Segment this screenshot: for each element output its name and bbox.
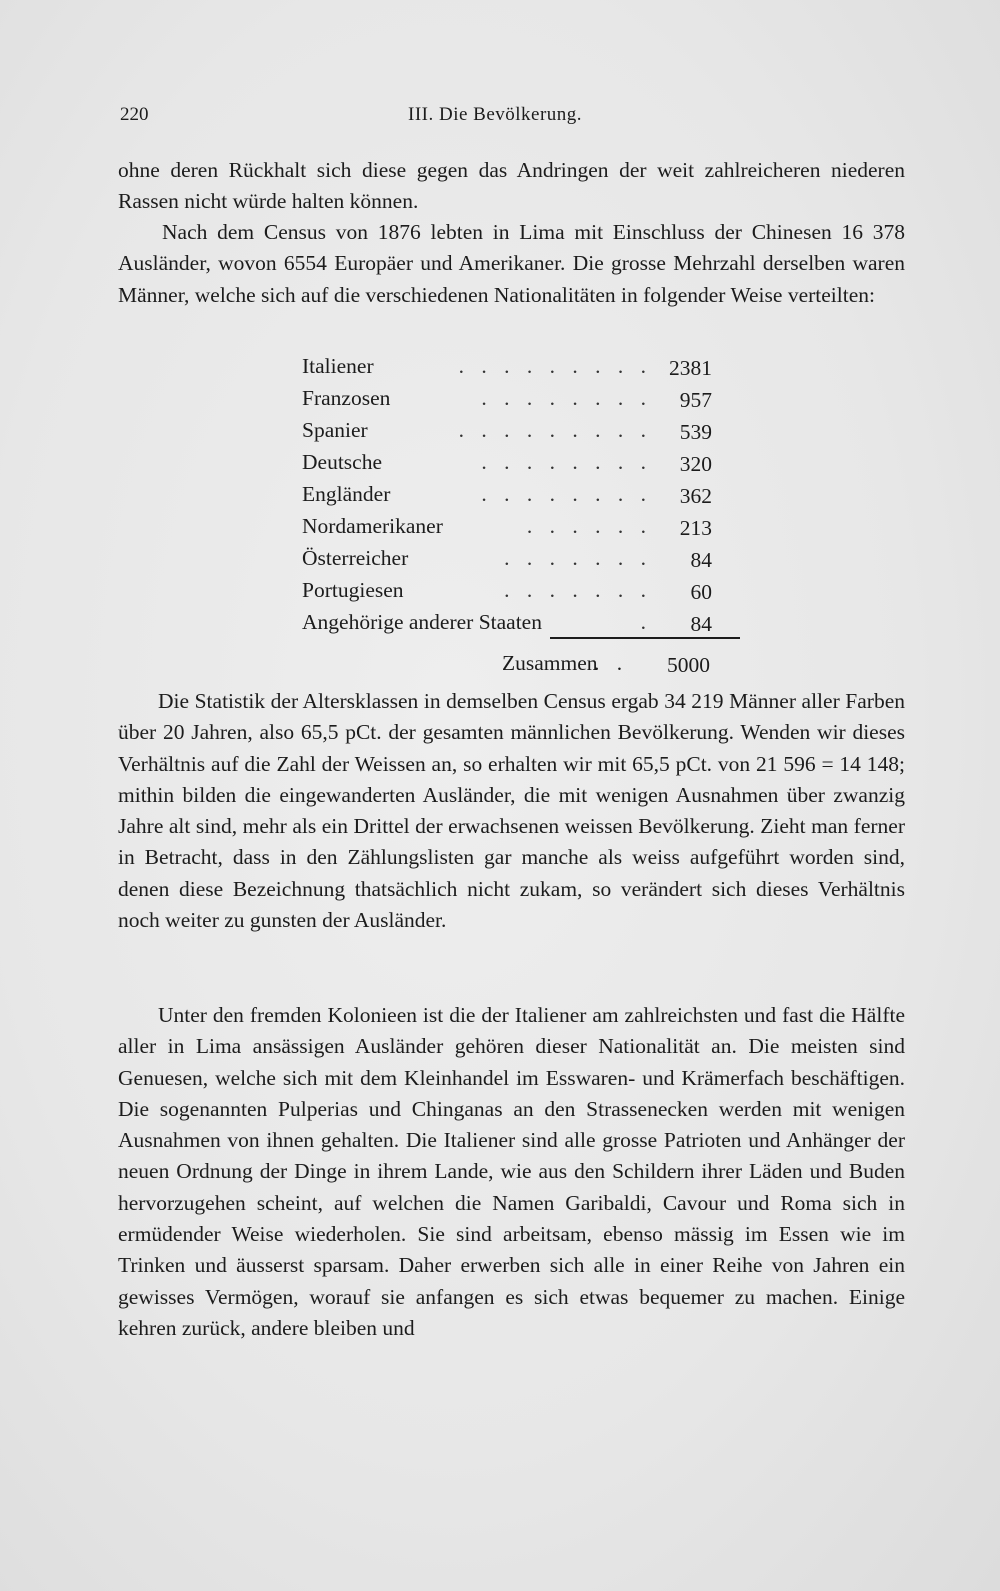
nationality-table bbox=[302, 350, 742, 677]
table-row bbox=[302, 382, 742, 414]
table-row bbox=[302, 542, 742, 574]
table-row bbox=[302, 574, 742, 606]
paragraph-3 bbox=[118, 686, 905, 936]
paragraph-1 bbox=[118, 155, 905, 218]
leader-dots: . . . . . . . . . bbox=[458, 418, 652, 442]
leader-dots: . . . . . . . . bbox=[481, 450, 652, 474]
table-row bbox=[302, 478, 742, 510]
page-header bbox=[118, 104, 918, 132]
paragraph-text: Die Statistik der Altersklassen in demselben Census ergab 34 219 Männer aller Farben über 20 Jahren, also 65,5 pCt. der gesamten männlichen Bevölkerung. Wenden wir dieses Verhältnis auf die Zahl der Weissen an, so erhalten wir mit 65,5 pCt. von 21 596 = 14 148; mithin bilden die eingewanderten Ausländer, die mit wenigen Ausnahmen über zwanzig Jahre alt sind, mehr als ein Drittel der erwachsenen weissen Bevölkerung. Zieht man ferner in Betracht, dass in den Zählungslisten gar manche als weiss aufgeführt worden sind, denen diese Bezeichnung thatsächlich nicht zukam, so verändert sich dieses Verhältnis noch weiter zu gunsten der Ausländer. bbox=[118, 689, 905, 933]
leader-dots: . . bbox=[594, 651, 629, 675]
nationality-count: 539 bbox=[679, 420, 712, 444]
table-row bbox=[302, 606, 742, 638]
table-row bbox=[302, 510, 742, 542]
page-number: 220 bbox=[120, 104, 149, 125]
nationality-name: Engländer bbox=[302, 482, 391, 506]
table-row bbox=[302, 350, 742, 382]
sum-rule bbox=[550, 637, 740, 639]
leader-dots: . . . . . . . . bbox=[481, 482, 652, 506]
paragraph-2 bbox=[118, 217, 905, 311]
total-count: 5000 bbox=[667, 653, 710, 677]
paragraph-text: ohne deren Rückhalt sich diese gegen das Andringen der weit zahlreicheren niederen Rassen nicht würde halten können. bbox=[118, 158, 905, 214]
leader-dots: . . . . . . . . . bbox=[458, 354, 652, 378]
nationality-count: 957 bbox=[679, 388, 712, 412]
nationality-name: Portugiesen bbox=[302, 578, 404, 602]
running-head: III. Die Bevölkerung. bbox=[408, 104, 583, 125]
nationality-count: 84 bbox=[690, 548, 712, 572]
nationality-name: Spanier bbox=[302, 418, 368, 442]
nationality-name: Italiener bbox=[302, 354, 374, 378]
nationality-name: Nordamerikaner bbox=[302, 514, 443, 538]
paragraph-text: Nach dem Census von 1876 lebten in Lima mit Einschluss der Chinesen 16 378 Ausländer, wovon 6554 Europäer und Amerikaner. Die grosse Mehrzahl derselben waren Männer, welche sich auf die verschiedenen Nationalitäten in folgender Weise verteilten: bbox=[118, 220, 905, 307]
nationality-count: 2381 bbox=[669, 356, 712, 380]
paragraph-text: Unter den fremden Kolonieen ist die der Italiener am zahlreichsten und fast die Hälfte aller in Lima ansässigen Ausländer gehören dieser Nationalität an. Die meisten sind Genuesen, welche sich mit dem Kleinhandel im Esswaren- und Krämerfach beschäftigen. Die sogenannten Pulperias und Chinganas an den Strassenecken werden mit wenigen Ausnahmen von ihnen gehalten. Die Italiener sind alle grosse Patrioten und Anhänger der neuen Ordnung der Dinge in ihrem Lande, wie aus den Schildern ihrer Läden und Buden hervorzugehen scheint, auf welchen die Namen Garibaldi, Cavour und Roma sich in ermüdender Weise wiederholen. Sie sind arbeitsam, ebenso mässig im Essen wie im Trinken und äusserst sparsam. Daher erwerben sich alle in einer Reihe von Jahren ein gewisses Vermögen, worauf sie anfangen es sich etwas bequemer zu machen. Einige kehren zurück, andere bleiben und bbox=[118, 1003, 905, 1340]
leader-dots: . . . . . . . bbox=[504, 578, 652, 602]
table-row bbox=[302, 446, 742, 478]
nationality-count: 213 bbox=[679, 516, 712, 540]
nationality-count: 320 bbox=[679, 452, 712, 476]
paragraph-4 bbox=[118, 1000, 905, 1344]
leader-dots: . . . . . . bbox=[526, 514, 652, 538]
nationality-count: 60 bbox=[690, 580, 712, 604]
nationality-name: Österreicher bbox=[302, 546, 409, 570]
table-row bbox=[302, 414, 742, 446]
leader-dots: . bbox=[640, 610, 652, 634]
table-total-row bbox=[502, 647, 740, 679]
nationality-name: Deutsche bbox=[302, 450, 382, 474]
nationality-name: Angehörige anderer Staaten bbox=[302, 610, 542, 634]
total-label: Zusammen bbox=[502, 651, 598, 675]
nationality-count: 84 bbox=[690, 612, 712, 636]
nationality-name: Franzosen bbox=[302, 386, 391, 410]
leader-dots: . . . . . . . bbox=[504, 546, 652, 570]
nationality-count: 362 bbox=[679, 484, 712, 508]
leader-dots: . . . . . . . . bbox=[481, 386, 652, 410]
